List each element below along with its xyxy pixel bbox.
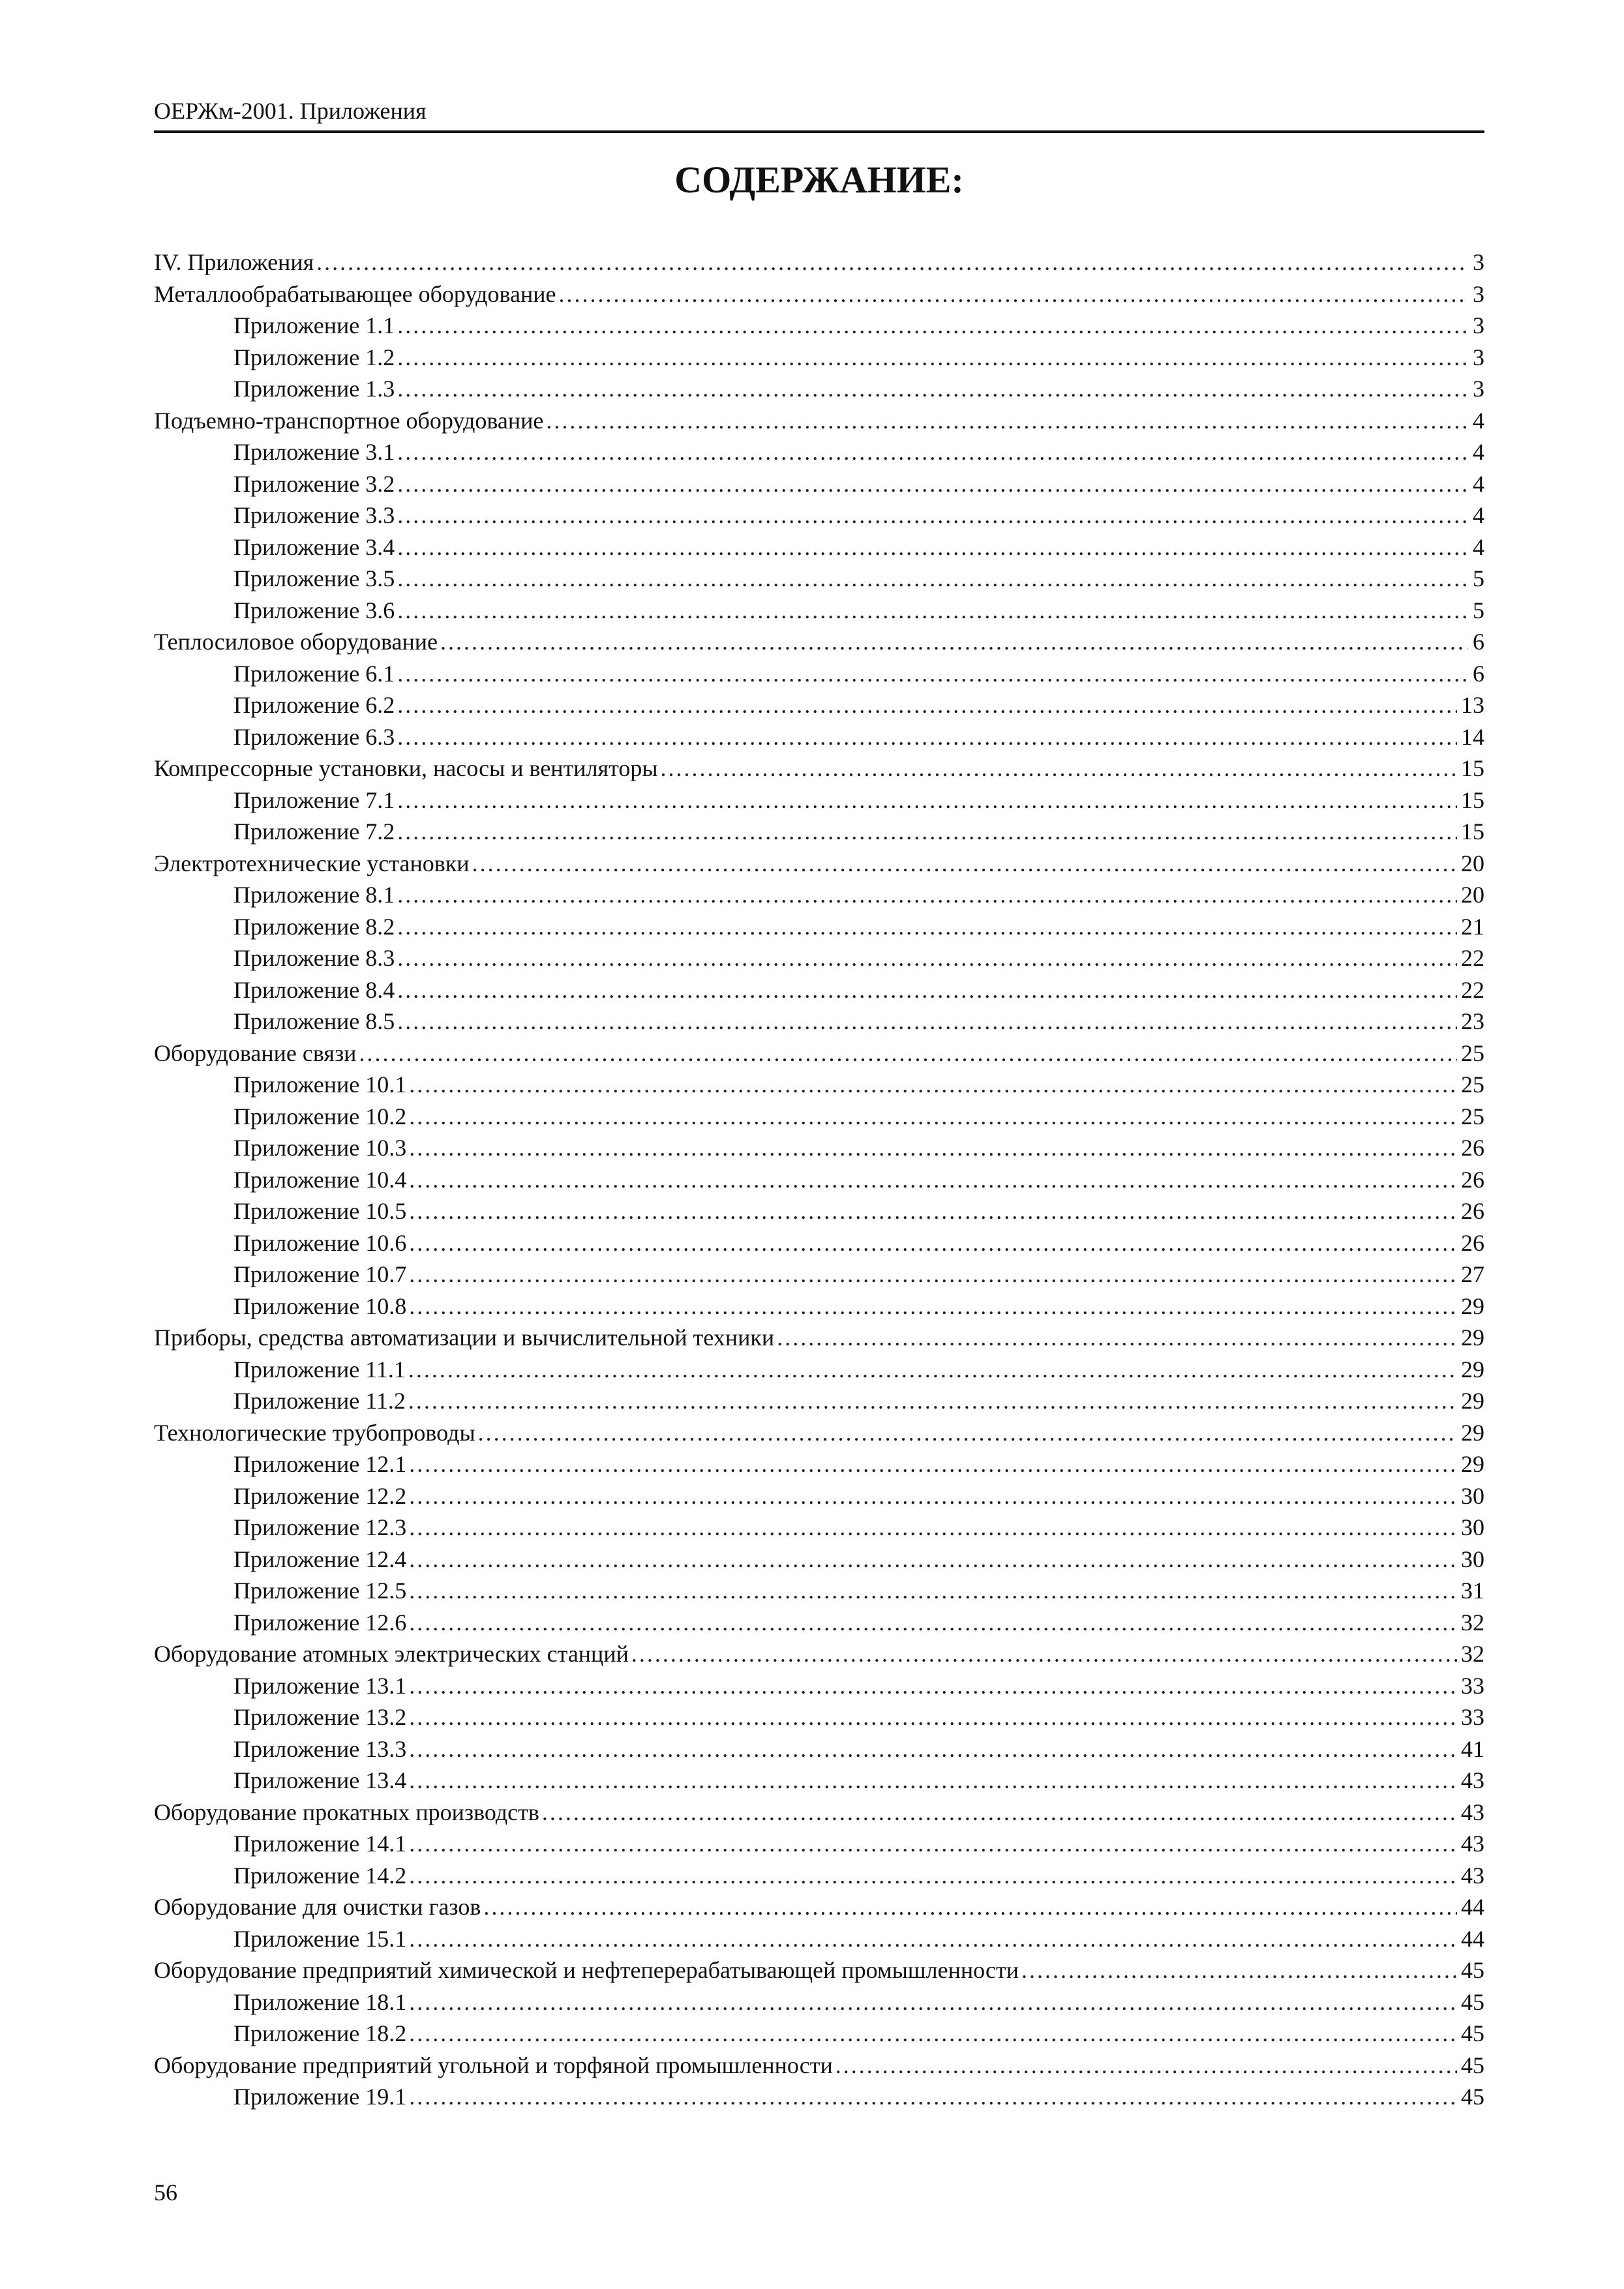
toc-dot-leader [409, 1828, 1457, 1860]
toc-entry-page: 4 [1473, 533, 1484, 560]
toc-entry-label: Приложение 1.3 [233, 376, 395, 402]
toc-subentry[interactable] [154, 1733, 1484, 1765]
toc-entry-label: Приложение 6.2 [233, 692, 395, 718]
toc-subentry[interactable] [154, 1101, 1484, 1133]
toc-subentry[interactable] [154, 1480, 1484, 1512]
toc-dot-leader [409, 1701, 1457, 1733]
toc-entry-label: Приложение 8.2 [233, 913, 395, 940]
toc-entry-label: Приложение 7.1 [233, 786, 395, 813]
toc-entry-page: 4 [1473, 502, 1484, 528]
toc-entry-label: Приложение 15.1 [233, 1925, 407, 1952]
toc-entry-page: 32 [1461, 1609, 1484, 1636]
toc-entry-page: 25 [1461, 1040, 1484, 1066]
toc-entry-page: 45 [1461, 1988, 1484, 2015]
toc-dot-leader [558, 278, 1467, 310]
page-title: СОДЕРЖАНИЕ: [674, 158, 964, 201]
toc-entry-label: Приложение 10.1 [233, 1071, 407, 1098]
toc-entry-label: Оборудование прокатных производств [154, 1799, 539, 1825]
toc-dot-leader [409, 1480, 1457, 1512]
toc-entry-page: 43 [1461, 1767, 1484, 1793]
toc-subentry[interactable] [154, 658, 1484, 690]
toc-dot-leader [542, 1797, 1457, 1829]
toc-entry[interactable] [154, 1638, 1484, 1670]
toc-dot-leader [409, 1923, 1457, 1955]
toc-entry-page: 44 [1461, 1894, 1484, 1920]
toc-entry-label: Приложение 6.3 [233, 723, 395, 750]
toc-dot-leader [397, 879, 1457, 911]
toc-entry-label: Приложение 13.3 [233, 1735, 407, 1762]
toc-entry-label: Приложение 11.1 [233, 1356, 406, 1383]
toc-dot-leader [409, 1607, 1457, 1639]
toc-entry-label: Приложение 8.1 [233, 882, 395, 908]
toc-entry-label: Приложение 3.4 [233, 533, 395, 560]
toc-dot-leader [397, 373, 1467, 405]
toc-subentry[interactable] [154, 531, 1484, 563]
toc-entry-label: Приложение 1.1 [233, 312, 395, 338]
toc-dot-leader [661, 753, 1457, 785]
toc-dot-leader [316, 247, 1467, 278]
toc-entry-page: 4 [1473, 439, 1484, 465]
toc-entry-page: 3 [1473, 280, 1484, 307]
toc-entry-page: 45 [1461, 2052, 1484, 2078]
toc-subentry[interactable] [154, 342, 1484, 374]
toc-entry-label: Приложение 10.2 [233, 1103, 407, 1130]
toc-entry-page: 4 [1473, 407, 1484, 434]
running-header: ОЕРЖм-2001. Приложения [154, 98, 427, 124]
toc-entry-label: Оборудование атомных электрических станций [154, 1641, 629, 1667]
toc-dot-leader [409, 1227, 1457, 1259]
table-of-contents [154, 247, 1484, 2113]
toc-entry-page: 30 [1461, 1514, 1484, 1540]
toc-dot-leader [397, 1006, 1457, 1038]
toc-dot-leader [440, 626, 1467, 658]
toc-subentry[interactable] [154, 785, 1484, 816]
toc-dot-leader [409, 1132, 1457, 1164]
toc-dot-leader [397, 436, 1467, 468]
toc-dot-leader [409, 1575, 1457, 1607]
toc-entry-page: 3 [1473, 344, 1484, 370]
toc-entry-label: Приложение 1.2 [233, 344, 395, 370]
toc-subentry[interactable] [154, 1607, 1484, 1639]
toc-entry-label: Оборудование предприятий химической и нефтеперерабатывающей промышленности [154, 1957, 1019, 1983]
toc-entry[interactable] [154, 1954, 1484, 1986]
toc-entry-page: 6 [1473, 629, 1484, 655]
toc-entry-page: 5 [1473, 565, 1484, 591]
toc-subentry[interactable] [154, 1575, 1484, 1607]
toc-entry[interactable] [154, 405, 1484, 437]
toc-entry-label: Приложение 7.2 [233, 818, 395, 845]
toc-entry-page: 6 [1473, 660, 1484, 687]
toc-subentry[interactable] [154, 563, 1484, 595]
toc-dot-leader [472, 848, 1457, 880]
toc-entry-label: Металлообрабатывающее оборудование [154, 280, 556, 307]
toc-entry-page: 3 [1473, 312, 1484, 338]
toc-entry-page: 29 [1461, 1388, 1484, 1414]
toc-entry-page: 45 [1461, 1957, 1484, 1983]
toc-entry-label: Приложение 10.4 [233, 1166, 407, 1193]
toc-entry-label: Приложение 13.4 [233, 1767, 407, 1793]
toc-entry-label: Компрессорные установки, насосы и вентиляторы [154, 755, 658, 781]
toc-entry[interactable] [154, 626, 1484, 658]
toc-entry-label: Подъемно-транспортное оборудование [154, 407, 544, 434]
toc-dot-leader [397, 689, 1457, 721]
toc-entry-page: 22 [1461, 976, 1484, 1003]
toc-entry[interactable] [154, 247, 1484, 278]
toc-entry-page: 15 [1461, 755, 1484, 781]
toc-dot-leader [397, 658, 1467, 690]
toc-dot-leader [397, 342, 1467, 374]
toc-subentry[interactable] [154, 1227, 1484, 1259]
toc-subentry[interactable] [154, 1164, 1484, 1196]
toc-subentry[interactable] [154, 500, 1484, 531]
toc-subentry[interactable] [154, 2018, 1484, 2050]
toc-dot-leader [409, 1164, 1457, 1196]
toc-dot-leader [546, 405, 1467, 437]
toc-entry-label: Приложение 3.6 [233, 597, 395, 623]
toc-entry-page: 15 [1461, 818, 1484, 845]
toc-dot-leader [409, 1448, 1457, 1480]
toc-dot-leader [359, 1038, 1457, 1070]
toc-entry-page: 30 [1461, 1546, 1484, 1572]
toc-entry-label: Оборудование связи [154, 1040, 357, 1066]
toc-entry-label: Приложение 12.5 [233, 1578, 407, 1604]
toc-entry[interactable] [154, 1891, 1484, 1923]
toc-dot-leader [409, 1860, 1457, 1892]
toc-entry-label: Приложение 8.4 [233, 976, 395, 1003]
toc-entry-label: Приложение 10.6 [233, 1229, 407, 1256]
toc-subentry[interactable] [154, 2081, 1484, 2113]
toc-dot-leader [409, 1544, 1457, 1576]
toc-subentry[interactable] [154, 1544, 1484, 1576]
toc-entry-page: 14 [1461, 723, 1484, 750]
toc-entry-page: 13 [1461, 692, 1484, 718]
toc-dot-leader [409, 1259, 1457, 1291]
toc-entry-page: 29 [1461, 1451, 1484, 1477]
toc-entry-page: 26 [1461, 1198, 1484, 1224]
toc-entry-page: 25 [1461, 1103, 1484, 1130]
toc-subentry[interactable] [154, 1448, 1484, 1480]
toc-entry-page: 29 [1461, 1419, 1484, 1446]
toc-entry-label: Приборы, средства автоматизации и вычислительной техники [154, 1324, 775, 1351]
toc-entry-label: IV. Приложения [154, 249, 314, 275]
toc-entry-label: Приложение 3.2 [233, 470, 395, 497]
toc-entry-page: 33 [1461, 1672, 1484, 1699]
toc-dot-leader [409, 1291, 1457, 1323]
toc-entry-page: 21 [1461, 913, 1484, 940]
toc-entry-page: 29 [1461, 1324, 1484, 1351]
toc-dot-leader [409, 1195, 1457, 1227]
toc-entry-label: Приложение 12.1 [233, 1451, 407, 1477]
toc-entry-page: 20 [1461, 882, 1484, 908]
toc-dot-leader [483, 1891, 1457, 1923]
toc-subentry[interactable] [154, 1291, 1484, 1323]
toc-dot-leader [408, 1354, 1457, 1386]
toc-dot-leader [397, 942, 1457, 974]
toc-dot-leader [397, 500, 1467, 531]
toc-entry-label: Приложение 18.1 [233, 1988, 407, 2015]
toc-dot-leader [409, 2081, 1457, 2113]
toc-dot-leader [397, 595, 1467, 627]
toc-subentry[interactable] [154, 721, 1484, 753]
toc-subentry[interactable] [154, 974, 1484, 1006]
toc-entry-label: Приложение 19.1 [233, 2084, 407, 2110]
toc-subentry[interactable] [154, 1923, 1484, 1955]
toc-dot-leader [478, 1417, 1457, 1449]
toc-entry-label: Приложение 8.3 [233, 945, 395, 971]
toc-dot-leader [397, 531, 1467, 563]
toc-dot-leader [409, 1512, 1457, 1544]
toc-dot-leader [397, 974, 1457, 1006]
toc-subentry[interactable] [154, 468, 1484, 500]
toc-subentry[interactable] [154, 942, 1484, 974]
toc-dot-leader [397, 310, 1467, 342]
toc-dot-leader [397, 721, 1457, 753]
toc-dot-leader [409, 1986, 1457, 2018]
toc-entry-page: 44 [1461, 1925, 1484, 1952]
toc-dot-leader [409, 1069, 1457, 1101]
toc-dot-leader [1021, 1954, 1457, 1986]
toc-subentry[interactable] [154, 1385, 1484, 1417]
toc-entry-page: 3 [1473, 249, 1484, 275]
toc-entry-page: 15 [1461, 786, 1484, 813]
toc-subentry[interactable] [154, 1986, 1484, 2018]
toc-entry-label: Приложение 3.3 [233, 502, 395, 528]
toc-entry-label: Приложение 10.8 [233, 1293, 407, 1319]
toc-entry[interactable] [154, 278, 1484, 310]
toc-entry-label: Приложение 10.5 [233, 1198, 407, 1224]
toc-entry-label: Теплосиловое оборудование [154, 629, 438, 655]
toc-entry-page: 4 [1473, 470, 1484, 497]
toc-entry[interactable] [154, 1038, 1484, 1070]
toc-entry-page: 30 [1461, 1482, 1484, 1509]
toc-subentry[interactable] [154, 1512, 1484, 1544]
toc-entry-page: 45 [1461, 2020, 1484, 2046]
toc-entry-page: 26 [1461, 1229, 1484, 1256]
toc-entry-page: 32 [1461, 1641, 1484, 1667]
toc-entry-label: Технологические трубопроводы [154, 1419, 475, 1446]
toc-subentry[interactable] [154, 1195, 1484, 1227]
toc-entry-label: Приложение 3.5 [233, 565, 395, 591]
toc-entry-label: Приложение 11.2 [233, 1388, 406, 1414]
toc-subentry[interactable] [154, 1670, 1484, 1702]
toc-entry[interactable] [154, 1417, 1484, 1449]
toc-entry-label: Приложение 10.3 [233, 1135, 407, 1161]
toc-dot-leader [409, 2018, 1457, 2050]
toc-entry-page: 22 [1461, 945, 1484, 971]
toc-subentry[interactable] [154, 689, 1484, 721]
header-rule [154, 130, 1484, 133]
toc-entry[interactable] [154, 1797, 1484, 1829]
toc-subentry[interactable] [154, 1765, 1484, 1797]
toc-dot-leader [397, 785, 1457, 816]
toc-subentry[interactable] [154, 1354, 1484, 1386]
toc-dot-leader [397, 563, 1467, 595]
toc-entry-page: 20 [1461, 850, 1484, 876]
toc-subentry[interactable] [154, 911, 1484, 943]
toc-subentry[interactable] [154, 1132, 1484, 1164]
toc-dot-leader [409, 1101, 1457, 1133]
toc-entry[interactable] [154, 848, 1484, 880]
toc-entry-page: 26 [1461, 1166, 1484, 1193]
toc-subentry[interactable] [154, 1828, 1484, 1860]
toc-entry-page: 26 [1461, 1135, 1484, 1161]
toc-dot-leader [408, 1385, 1457, 1417]
toc-subentry[interactable] [154, 310, 1484, 342]
toc-entry-page: 43 [1461, 1799, 1484, 1825]
toc-subentry[interactable] [154, 1006, 1484, 1038]
toc-dot-leader [409, 1733, 1457, 1765]
toc-subentry[interactable] [154, 436, 1484, 468]
toc-entry-label: Приложение 10.7 [233, 1261, 407, 1287]
toc-subentry[interactable] [154, 1860, 1484, 1892]
toc-entry-page: 43 [1461, 1831, 1484, 1857]
toc-entry-label: Электротехнические установки [154, 850, 470, 876]
toc-dot-leader [631, 1638, 1457, 1670]
toc-dot-leader [397, 468, 1467, 500]
toc-dot-leader [409, 1765, 1457, 1797]
toc-subentry[interactable] [154, 373, 1484, 405]
toc-entry[interactable] [154, 753, 1484, 785]
toc-entry-label: Приложение 13.2 [233, 1704, 407, 1730]
page-number: 56 [154, 2179, 177, 2206]
toc-entry-label: Приложение 8.5 [233, 1008, 395, 1034]
toc-entry[interactable] [154, 2050, 1484, 2082]
toc-entry-page: 31 [1461, 1578, 1484, 1604]
toc-entry-page: 45 [1461, 2084, 1484, 2110]
toc-entry-label: Приложение 12.4 [233, 1546, 407, 1572]
toc-entry-page: 3 [1473, 376, 1484, 402]
toc-entry[interactable] [154, 1322, 1484, 1354]
toc-subentry[interactable] [154, 1701, 1484, 1733]
toc-subentry[interactable] [154, 595, 1484, 627]
toc-entry-label: Приложение 14.2 [233, 1862, 407, 1889]
toc-dot-leader [397, 816, 1457, 848]
toc-entry-page: 41 [1461, 1735, 1484, 1762]
toc-entry-page: 5 [1473, 597, 1484, 623]
toc-subentry[interactable] [154, 1069, 1484, 1101]
toc-entry-page: 27 [1461, 1261, 1484, 1287]
toc-entry-label: Оборудование предприятий угольной и торфяной промышленности [154, 2052, 833, 2078]
toc-entry-label: Приложение 13.1 [233, 1672, 407, 1699]
toc-entry-label: Приложение 6.1 [233, 660, 395, 687]
toc-entry-label: Приложение 3.1 [233, 439, 395, 465]
toc-entry-page: 23 [1461, 1008, 1484, 1034]
toc-dot-leader [835, 2050, 1457, 2082]
toc-entry-page: 29 [1461, 1293, 1484, 1319]
toc-dot-leader [777, 1322, 1457, 1354]
toc-entry-page: 33 [1461, 1704, 1484, 1730]
toc-entry-label: Приложение 12.3 [233, 1514, 407, 1540]
toc-dot-leader [397, 911, 1457, 943]
toc-subentry[interactable] [154, 879, 1484, 911]
toc-entry-page: 25 [1461, 1071, 1484, 1098]
toc-entry-page: 43 [1461, 1862, 1484, 1889]
toc-entry-page: 29 [1461, 1356, 1484, 1383]
toc-entry-label: Приложение 12.6 [233, 1609, 407, 1636]
toc-entry-label: Приложение 14.1 [233, 1831, 407, 1857]
toc-dot-leader [409, 1670, 1457, 1702]
toc-entry-label: Оборудование для очистки газов [154, 1894, 481, 1920]
toc-subentry[interactable] [154, 1259, 1484, 1291]
toc-entry-label: Приложение 12.2 [233, 1482, 407, 1509]
toc-subentry[interactable] [154, 816, 1484, 848]
toc-entry-label: Приложение 18.2 [233, 2020, 407, 2046]
